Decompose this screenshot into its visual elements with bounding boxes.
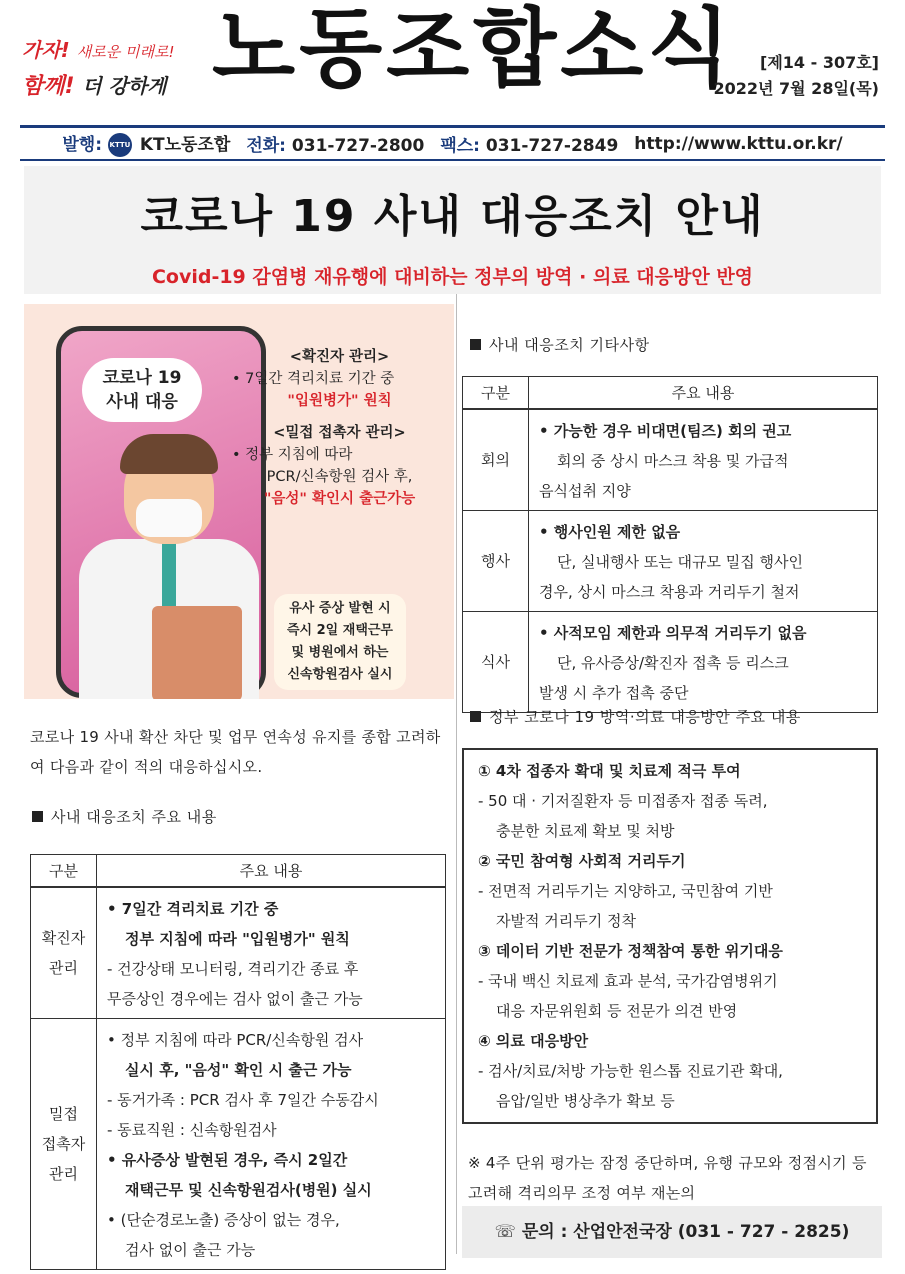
slogan-small: 새로운 미래로! — [76, 43, 175, 61]
doctor-mask — [136, 499, 202, 537]
column-divider — [456, 294, 457, 1254]
left-section-title-text: 사내 대응조치 주요 내용 — [51, 808, 217, 826]
table-row — [31, 1018, 446, 1269]
gov-item-title: ① 4차 접종자 확대 및 치료제 적극 투여 — [478, 762, 741, 780]
confirmed-line-1: • 7일간 격리치료 기간 중 — [232, 371, 395, 387]
content-line: - 동거가족 : PCR 검사 후 7일간 수동감시 — [107, 1090, 379, 1109]
subheadline: Covid-19 감염병 재유행에 대비하는 정부의 방역 · 의료 대응방안 반영 — [151, 266, 754, 288]
confirmed-heading: <확진자 관리> — [289, 349, 390, 365]
badge-line-2: 사내 대응 — [106, 392, 178, 412]
fax-number: 031-727-2849 — [485, 136, 619, 156]
note-line-4: 신속항원검사 실시 — [287, 667, 393, 682]
gov-item-line: 음압/일반 병상추가 확보 등 — [496, 1092, 675, 1110]
contact-box: ☏ 문의 : 산업안전국장 (031 - 727 - 2825) — [462, 1206, 882, 1258]
content-line: • 유사증상 발현된 경우, 즉시 2일간 — [107, 1150, 348, 1169]
content-line: - 동료직원 : 신속항원검사 — [107, 1120, 277, 1139]
issue-info — [713, 50, 879, 101]
table-row — [31, 887, 446, 1019]
row-category — [31, 1018, 97, 1269]
issue-date: 2022년 7월 28일(목) — [713, 78, 879, 98]
row-content — [97, 1018, 446, 1269]
contact-line-2: PCR/신속항원 검사 후, — [266, 469, 413, 485]
content-line: 단, 유사증상/확진자 접촉 등 리스크 — [557, 653, 789, 672]
right-section-2-title — [470, 706, 801, 727]
gov-item-line: 대응 자문위원회 등 전문가 의견 반영 — [496, 1002, 738, 1020]
issue-number: [제14 - 307호] — [760, 53, 879, 72]
content-line: 재택근무 및 신속항원검사(병원) 실시 — [125, 1180, 372, 1199]
square-bullet-icon — [470, 339, 481, 350]
footnote: ※ 4주 단위 평가는 잠정 중단하며, 유행 규모와 정점시기 등 고려해 격리의무 조정 여부 재논의 — [468, 1154, 867, 1202]
table-row — [463, 611, 878, 712]
contact-line-3: "음성" 확인시 출근가능 — [263, 491, 416, 507]
website-link[interactable]: http://www.kttu.or.kr/ — [634, 133, 843, 154]
contact-heading: <밀접 접촉자 관리> — [273, 425, 406, 441]
content-line: 검사 없이 출근 가능 — [125, 1240, 256, 1259]
note-line-1: 유사 증상 발현 시 — [289, 601, 391, 616]
illustration-note — [274, 594, 406, 690]
row-category: 회의 — [463, 409, 529, 511]
gov-item-line: 자발적 거리두기 정착 — [496, 912, 636, 930]
slogan — [22, 34, 202, 100]
table-header-row — [463, 377, 878, 409]
row-category — [31, 887, 97, 1019]
gov-item-title: ③ 데이터 기반 전문가 정책참여 통한 위기대응 — [478, 942, 783, 960]
header-content: 주요 내용 — [97, 855, 446, 887]
note-line-3: 및 병원에서 하는 — [291, 645, 389, 660]
badge-line-1: 코로나 19 — [102, 368, 182, 388]
slogan-red-1: 가자! — [22, 38, 70, 62]
headline: 코로나 19 사내 대응조치 안내 — [140, 191, 765, 242]
row-category: 식사 — [463, 611, 529, 712]
illustration-text — [232, 346, 447, 510]
header-category: 구분 — [463, 377, 529, 409]
content-line: 발생 시 추가 접촉 중단 — [539, 683, 689, 702]
fax-label: 팩스: — [440, 136, 480, 156]
clipboard — [152, 606, 242, 699]
content-line: 무증상인 경우에는 검사 없이 출근 가능 — [107, 989, 363, 1008]
row-content — [529, 510, 878, 611]
headline-box — [24, 166, 881, 294]
table-header-row — [31, 855, 446, 887]
gov-item-line: - 검사/치료/처방 가능한 원스톱 진료기관 확대, — [478, 1062, 783, 1080]
publisher-bar — [20, 125, 885, 161]
publisher — [62, 130, 230, 157]
content-line: • 행사인원 제한 없음 — [539, 522, 681, 541]
table-row — [463, 510, 878, 611]
phone — [246, 131, 424, 156]
content-line: • (단순경로노출) 증상이 없는 경우, — [107, 1210, 340, 1229]
phone-label: 전화: — [246, 136, 286, 156]
content-line: 정부 지침에 따라 "입원병가" 원칙 — [125, 929, 350, 948]
gov-item-line: 충분한 치료제 확보 및 처방 — [496, 822, 675, 840]
right-section-1-title — [470, 334, 649, 355]
content-line: 경우, 상시 마스크 착용과 거리두기 철저 — [539, 582, 800, 601]
intro-text: 코로나 19 사내 확산 차단 및 업무 연속성 유지를 종합 고려하여 다음과 같이 적의 대응하십시오. — [30, 728, 441, 776]
table-row — [463, 409, 878, 511]
header-category: 구분 — [31, 855, 97, 887]
government-measures-box — [462, 748, 878, 1124]
phone-number: 031-727-2800 — [291, 136, 425, 156]
content-line: - 건강상태 모니터링, 격리기간 종료 후 — [107, 959, 359, 978]
content-line: 회의 중 상시 마스크 착용 및 가급적 — [557, 451, 789, 470]
publisher-name: KT노동조합 — [139, 135, 231, 155]
gov-item-line: - 50 대 · 기저질환자 등 미접종자 접종 독려, — [478, 792, 768, 810]
publisher-label: 발행: — [62, 135, 103, 155]
left-section-title — [32, 806, 217, 827]
note-line-2: 즉시 2일 재택근무 — [286, 623, 393, 638]
right-section-2-title-text: 정부 코로나 19 방역·의료 대응방안 주요 내용 — [489, 708, 801, 726]
category-line: 관리 — [49, 1164, 78, 1183]
right-section-1-title-text: 사내 대응조치 기타사항 — [489, 336, 650, 354]
content-line: • 정부 지침에 따라 PCR/신속항원 검사 — [107, 1030, 364, 1049]
slogan-line-1 — [22, 34, 202, 63]
row-category: 행사 — [463, 510, 529, 611]
square-bullet-icon — [32, 811, 43, 822]
gov-item-title: ② 국민 참여형 사회적 거리두기 — [478, 852, 686, 870]
measures-table — [30, 854, 446, 1270]
slogan-line-2 — [22, 69, 202, 100]
gov-item-line: - 국내 백신 치료제 효과 분석, 국가감염병위기 — [478, 972, 778, 990]
gov-item-line: - 전면적 거리두기는 지양하고, 국민참여 기반 — [478, 882, 773, 900]
category-line: 확진자 — [41, 928, 86, 947]
row-content — [529, 611, 878, 712]
content-line: 단, 실내행사 또는 대규모 밀집 행사인 — [557, 552, 803, 571]
newsletter-title: 노동조합소식 — [212, 0, 735, 99]
category-line: 접촉자 — [41, 1134, 86, 1153]
slogan-black-2: 더 강하게 — [82, 74, 167, 98]
content-line: • 사적모임 제한과 의무적 거리두기 없음 — [539, 623, 807, 642]
fax — [440, 131, 618, 156]
slogan-red-2: 함께! — [22, 74, 75, 99]
content-line: • 가능한 경우 비대면(팀즈) 회의 권고 — [539, 421, 792, 440]
illustration — [24, 304, 454, 699]
category-line: 밀접 — [49, 1104, 78, 1123]
illustration-badge — [82, 358, 202, 422]
kttu-logo-icon: KTTU — [108, 133, 132, 157]
contact-line-1: • 정부 지침에 따라 — [232, 447, 353, 463]
content-line: • 7일간 격리치료 기간 중 — [107, 899, 279, 918]
content-line: 실시 후, "음성" 확인 시 출근 가능 — [125, 1060, 352, 1079]
square-bullet-icon — [470, 711, 481, 722]
content-line: 음식섭취 지양 — [539, 481, 631, 500]
doctor-hair — [120, 434, 218, 474]
other-measures-table — [462, 376, 878, 713]
confirmed-line-2: "입원병가" 원칙 — [287, 393, 392, 409]
row-content — [529, 409, 878, 511]
gov-item-title: ④ 의료 대응방안 — [478, 1032, 589, 1050]
header-content: 주요 내용 — [529, 377, 878, 409]
category-line: 관리 — [49, 958, 78, 977]
row-content — [97, 887, 446, 1019]
